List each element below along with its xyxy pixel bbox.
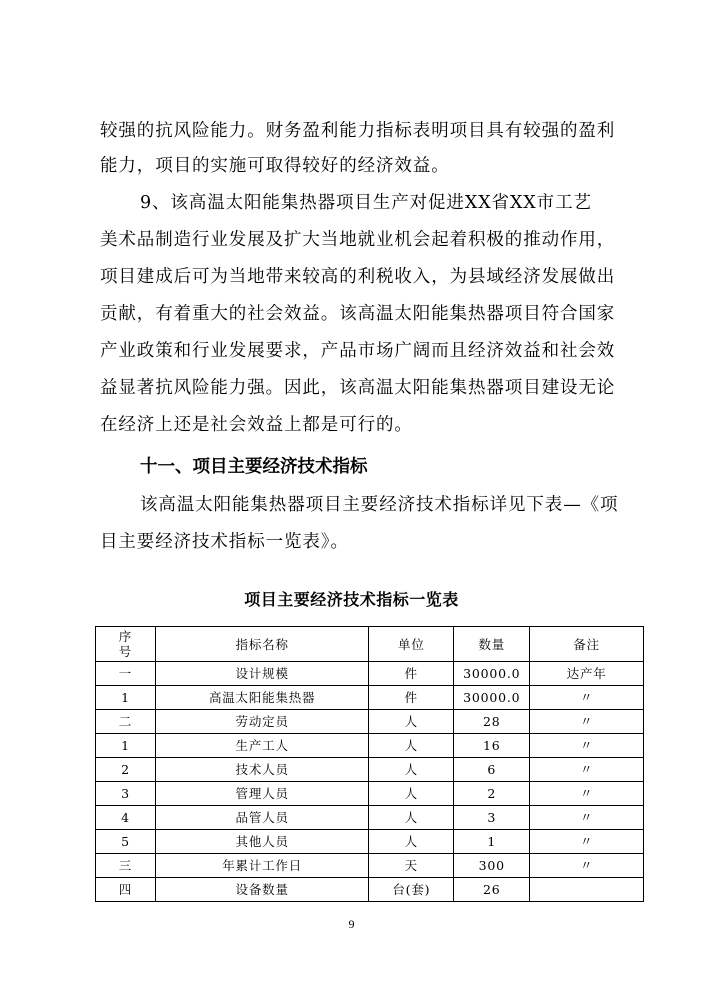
cell-quantity: 16: [454, 734, 530, 758]
paragraph-line: 9、该高温太阳能集热器项目生产对促进XX省XX市工艺: [140, 193, 592, 213]
cell-quantity: 300: [454, 854, 530, 878]
cell-unit: 人: [369, 758, 454, 782]
cell-unit: 人: [369, 830, 454, 854]
paragraph-line: 较强的抗风险能力。财务盈利能力指标表明项目具有较强的盈利: [100, 121, 616, 141]
cell-name: 其他人员: [155, 830, 369, 854]
cell-note: 〃: [530, 686, 644, 710]
cell-quantity: 28: [454, 710, 530, 734]
table-row: [96, 854, 644, 878]
cell-unit: 件: [369, 662, 454, 686]
table-row: [96, 710, 644, 734]
cell-seq: 5: [96, 830, 156, 854]
header-unit: 单位: [369, 627, 454, 662]
cell-seq: 4: [96, 806, 156, 830]
table-row: [96, 806, 644, 830]
cell-name: 管理人员: [155, 782, 369, 806]
indicator-table: [95, 626, 644, 902]
header-quantity: 数量: [454, 627, 530, 662]
cell-note: 〃: [530, 734, 644, 758]
cell-unit: 人: [369, 734, 454, 758]
cell-name: 设备数量: [155, 878, 369, 902]
table-row: [96, 734, 644, 758]
cell-name: 生产工人: [155, 734, 369, 758]
cell-note: 〃: [530, 758, 644, 782]
cell-name: 年累计工作日: [155, 854, 369, 878]
cell-quantity: 6: [454, 758, 530, 782]
header-note: 备注: [530, 627, 644, 662]
cell-seq: 一: [96, 662, 156, 686]
cell-note: [530, 878, 644, 902]
cell-seq: 1: [96, 734, 156, 758]
cell-unit: 件: [369, 686, 454, 710]
cell-seq: 四: [96, 878, 156, 902]
paragraph-line: 能力，项目的实施可取得较好的经济效益。: [100, 156, 450, 176]
paragraph-line: 产业政策和行业发展要求，产品市场广阔而且经济效益和社会效: [100, 341, 616, 361]
cell-quantity: 30000.0: [454, 686, 530, 710]
cell-seq: 3: [96, 782, 156, 806]
paragraph-line: 目主要经济技术指标一览表》。: [100, 532, 349, 552]
cell-name: 技术人员: [155, 758, 369, 782]
paragraph-line: 在经济上还是社会效益上都是可行的。: [100, 415, 413, 435]
cell-note: 〃: [530, 854, 644, 878]
cell-seq: 2: [96, 758, 156, 782]
table-row: [96, 782, 644, 806]
cell-seq: 二: [96, 710, 156, 734]
header-seq: [96, 627, 156, 662]
cell-quantity: 30000.0: [454, 662, 530, 686]
table-row: [96, 662, 644, 686]
cell-unit: 人: [369, 782, 454, 806]
cell-note: 达产年: [530, 662, 644, 686]
table-row: [96, 758, 644, 782]
cell-note: 〃: [530, 782, 644, 806]
page-number: 9: [348, 917, 355, 931]
cell-seq: 1: [96, 686, 156, 710]
cell-quantity: 3: [454, 806, 530, 830]
table-row: [96, 686, 644, 710]
table-header-row: [96, 627, 644, 662]
paragraph-line: 项目建成后可为当地带来较高的利税收入，为县域经济发展做出: [100, 267, 616, 287]
cell-name: 设计规模: [155, 662, 369, 686]
header-seq-line1: 序: [118, 629, 133, 644]
cell-unit: 人: [369, 710, 454, 734]
cell-unit: 台(套): [369, 878, 454, 902]
cell-note: 〃: [530, 710, 644, 734]
cell-unit: 天: [369, 854, 454, 878]
paragraph-line: 美术品制造行业发展及扩大当地就业机会起着积极的推动作用，: [100, 230, 616, 250]
paragraph-line: 贡献，有着重大的社会效益。该高温太阳能集热器项目符合国家: [100, 304, 616, 324]
header-seq-line2: 号: [118, 644, 133, 659]
table-row: [96, 878, 644, 902]
cell-quantity: 26: [454, 878, 530, 902]
cell-unit: 人: [369, 806, 454, 830]
cell-name: 高温太阳能集热器: [155, 686, 369, 710]
cell-seq: 三: [96, 854, 156, 878]
cell-note: 〃: [530, 830, 644, 854]
cell-name: 品管人员: [155, 806, 369, 830]
paragraph-line: 益显著抗风险能力强。因此，该高温太阳能集热器项目建设无论: [100, 378, 616, 398]
section-heading: 十一、项目主要经济技术指标: [140, 457, 368, 477]
cell-quantity: 1: [454, 830, 530, 854]
cell-quantity: 2: [454, 782, 530, 806]
cell-name: 劳动定员: [155, 710, 369, 734]
cell-note: 〃: [530, 806, 644, 830]
table-title: 项目主要经济技术指标一览表: [244, 590, 459, 609]
header-name: 指标名称: [155, 627, 369, 662]
table-row: [96, 830, 644, 854]
paragraph-line: 该高温太阳能集热器项目主要经济技术指标详见下表—《项: [140, 495, 619, 515]
